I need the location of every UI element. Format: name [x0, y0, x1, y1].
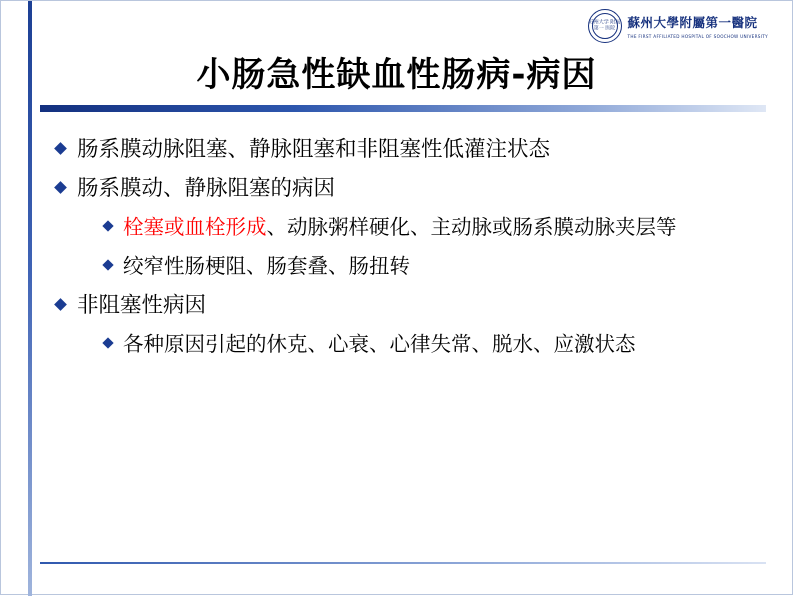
hospital-logo	[588, 9, 768, 43]
list-item	[56, 328, 762, 361]
list-item	[56, 133, 762, 166]
content-list	[56, 133, 762, 367]
hospital-wordmark: 蘇州大學附屬第一醫院	[627, 14, 758, 30]
bottom-divider	[40, 562, 766, 564]
list-item	[56, 172, 762, 205]
list-item-label: 各种原因引起的休克、心衰、心律失常、脱水、应激状态	[123, 332, 636, 356]
list-item	[56, 250, 762, 283]
hospital-seal-text: 苏州大学 附属第一 医院	[588, 19, 621, 31]
list-item-label: 肠系膜动脉阻塞、静脉阻塞和非阻塞性低灌注状态	[77, 137, 551, 162]
hospital-wordmark-sub: THE FIRST AFFILIATED HOSPITAL OF SOOCHOW UNIVERSITY	[627, 33, 768, 39]
diamond-bullet-icon	[54, 298, 67, 311]
list-item	[56, 211, 762, 244]
list-item-label: 非阻塞性病因	[77, 293, 207, 318]
list-item-label: 绞窄性肠梗阻、肠套叠、肠扭转	[123, 254, 410, 278]
hospital-seal-icon	[588, 9, 622, 43]
list-item	[56, 289, 762, 322]
list-item-label: 肠系膜动、静脉阻塞的病因	[77, 176, 336, 201]
diamond-bullet-icon	[54, 181, 67, 194]
diamond-bullet-icon	[102, 259, 113, 270]
diamond-bullet-icon	[102, 337, 113, 348]
list-item-label	[123, 211, 677, 244]
diamond-bullet-icon	[54, 142, 67, 155]
hospital-wordmark-block	[628, 14, 768, 39]
title-divider	[40, 105, 766, 112]
page-title: 小肠急性缺血性肠病-病因	[196, 55, 597, 95]
highlighted-text: 栓塞或血栓形成	[123, 215, 267, 239]
list-item-rest: 、动脉粥样硬化、主动脉或肠系膜动脉夹层等	[266, 215, 677, 239]
diamond-bullet-icon	[102, 220, 113, 231]
